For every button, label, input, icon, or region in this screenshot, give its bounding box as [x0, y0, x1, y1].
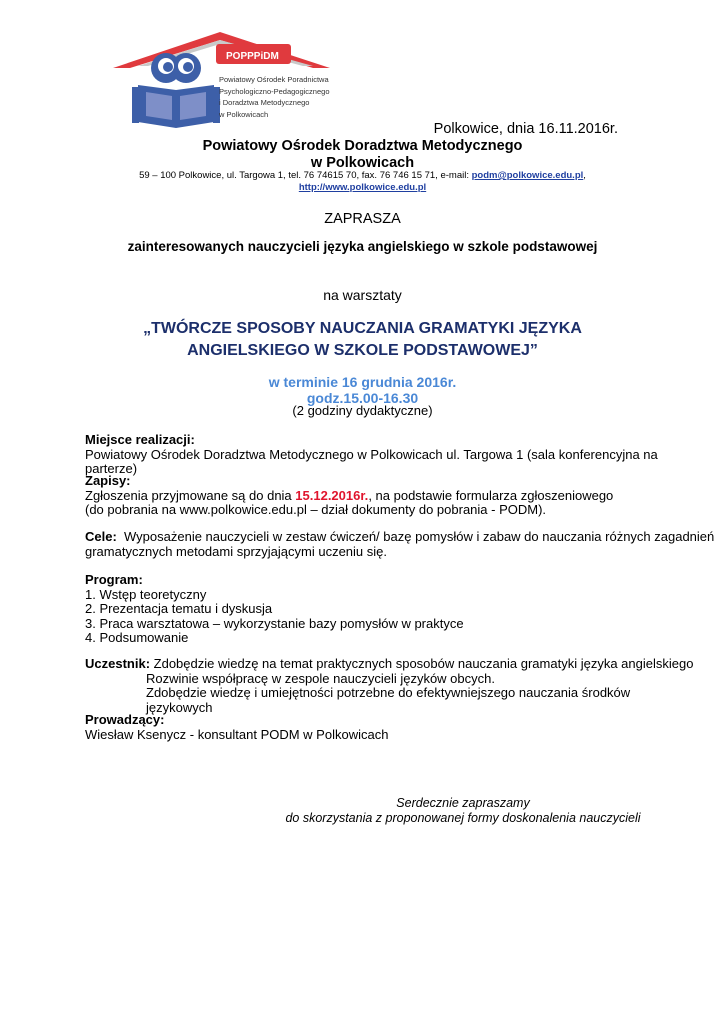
workshop-date	[0, 374, 725, 406]
place-section	[85, 433, 695, 477]
address-line	[0, 170, 725, 182]
program-label: Program:	[85, 572, 143, 587]
program-section	[85, 573, 695, 646]
signup-label: Zapisy:	[85, 473, 131, 488]
logo-caption-line: w Polkowicach	[219, 109, 269, 119]
program-item: 3. Praca warsztatowa – wykorzystanie bazy pomysłów w praktyce	[85, 615, 464, 631]
signup-text: Zgłoszenia przyjmowane są do dnia	[85, 487, 296, 503]
workshop-time: godz.15.00-16.30	[306, 390, 419, 406]
invite-heading: ZAPRASZA	[324, 211, 401, 227]
signup-text-end: , na podstawie formularza zgłoszeniowego	[368, 487, 614, 503]
goals-line1	[85, 529, 715, 545]
signup-line1	[85, 489, 695, 504]
goals-label: Cele:	[85, 529, 117, 544]
goals-line2: gramatycznych metodami sprzyjającymi uczeniu się.	[85, 543, 387, 559]
organization-name-line1: Powiatowy Ośrodek Doradztwa Metodycznego	[202, 138, 523, 154]
logo-caption-line: Psychologiczno-Pedagogicznego	[219, 86, 330, 96]
leader-label: Prowadzący:	[85, 712, 165, 727]
program-item: 1. Wstęp teoretyczny	[85, 586, 207, 602]
audience-text: zainteresowanych nauczycieli języka angielskiego w szkole podstawowej	[127, 239, 598, 254]
organization-logo	[108, 30, 338, 130]
participant-line1	[85, 657, 695, 672]
contact-info	[0, 170, 725, 194]
signup-line2: (do pobrania na www.polkowice.edu.pl – dział dokumenty do pobrania - PODM).	[85, 502, 547, 517]
website-link[interactable]: http://www.polkowice.edu.pl	[298, 182, 427, 193]
place-text: Powiatowy Ośrodek Doradztwa Metodycznego w Polkowicach ul. Targowa 1 (sala konferencyjna na parterze)	[85, 446, 658, 476]
program-item: 2. Prezentacja tematu i dyskusja	[85, 601, 273, 616]
address-end: ,	[583, 170, 586, 181]
email-link[interactable]: podm@polkowice.edu.pl	[471, 170, 584, 181]
place-label: Miejsce realizacji:	[85, 432, 195, 447]
goals-text: Wyposażenie nauczycieli w zestaw ćwiczeń/ bazę pomysłów i zabaw do nauczania różnych zagadnień	[116, 529, 715, 544]
address-text: 59 – 100 Polkowice, ul. Targowa 1, tel. 76 74615 70, fax. 76 746 15 71, e-mail:	[139, 170, 469, 181]
closing-line1: Serdecznie zapraszamy	[396, 796, 530, 810]
workshop-title-line1: „TWÓRCZE SPOSOBY NAUCZANIA GRAMATYKI JĘZYKA	[143, 320, 582, 337]
signup-section	[85, 474, 695, 518]
participant-line3: Zdobędzie wiedzę i umiejętności potrzebne do efektywniejszego nauczania środków językowych	[146, 685, 631, 715]
participant-text: Zdobędzie wiedzę na temat praktycznych sposobów nauczania gramatyki języka angielskiego	[150, 656, 694, 671]
participant-line2: Rozwinie współpracę w zespole nauczycieli języków obcych.	[146, 670, 495, 686]
workshop-term: w terminie 16 grudnia 2016r.	[268, 374, 457, 390]
logo-name: POPPPiDM	[226, 51, 279, 62]
document-date: Polkowice, dnia 16.11.2016r.	[433, 121, 618, 137]
workshop-title-line2: ANGIELSKIEGO W SZKOLE PODSTAWOWEJ”	[187, 342, 538, 359]
logo-caption-line: Powiatowy Ośrodek Poradnictwa	[219, 75, 329, 84]
workshop-label: na warsztaty	[323, 287, 402, 303]
logo-caption-line: i Doradztwa Metodycznego	[219, 98, 310, 107]
participant-section	[85, 657, 695, 715]
leader-name: Wiesław Ksenycz - konsultant PODM w Polkowicach	[85, 726, 389, 742]
workshop-title	[0, 318, 725, 362]
logo-caption	[219, 74, 330, 120]
organization-name	[0, 138, 725, 172]
goals-section	[85, 529, 715, 559]
workshop-hours: (2 godziny dydaktyczne)	[292, 403, 433, 418]
organization-name-line2: w Polkowicach	[310, 155, 415, 171]
signup-deadline: 15.12.2016r.	[295, 487, 369, 503]
leader-section	[85, 713, 695, 742]
participant-label: Uczestnik:	[85, 656, 151, 671]
closing-line2: do skorzystania z proponowanej formy doskonalenia nauczycieli	[285, 811, 641, 825]
closing-text	[283, 796, 643, 826]
program-item: 4. Podsumowanie	[85, 630, 189, 645]
